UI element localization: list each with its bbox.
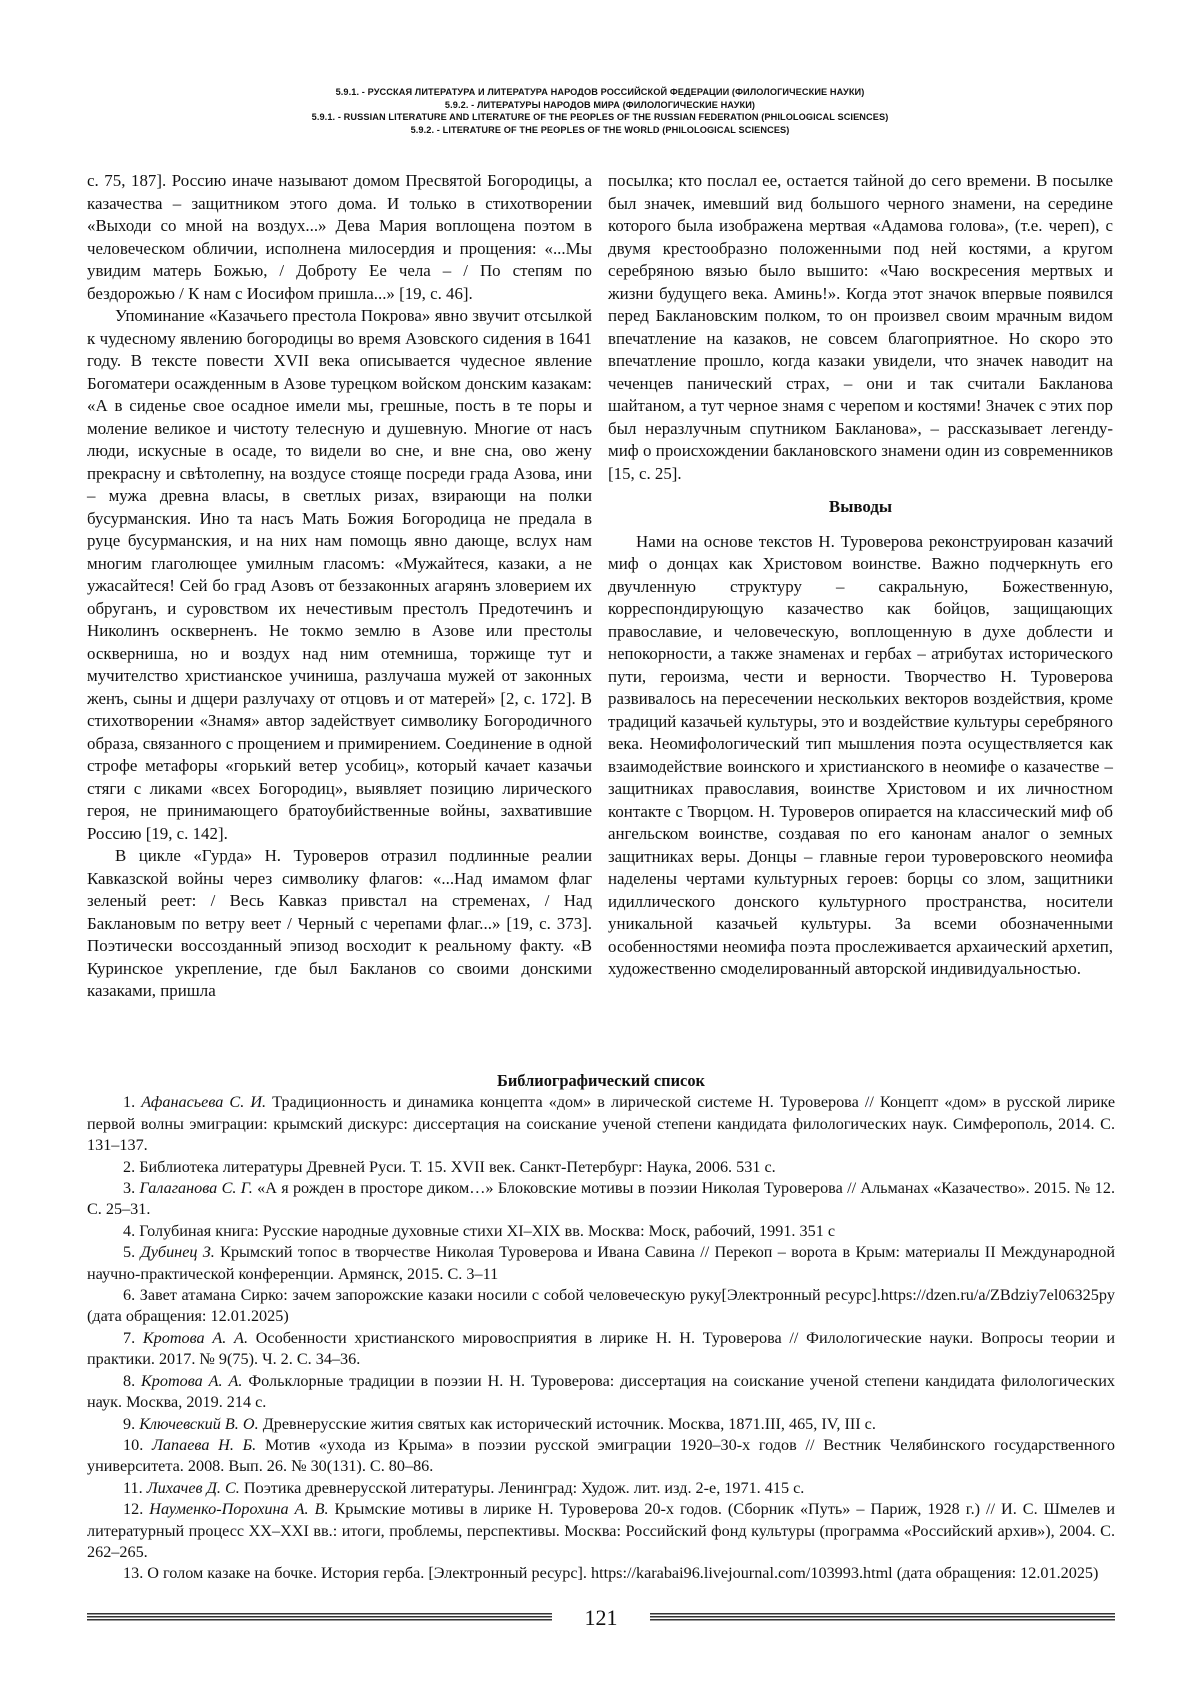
body-paragraph: Упоминание «Казачьего престола Покрова» явно звучит отсылкой к чудесному явлению богородицы во время Азовского сидения в 1641 году. В тексте повести XVII века описывается чудесное явление Богоматери осажденным в Азове турецком войском донским казакам: «А в сиденье свое осадное имели мы, грешные, пость в те поры и моление великое и чистоту телесную и душевную. Многие от насъ люди, искусные в осаде, то видели во сне, и вне сна, ово жену прекрасну и свѣтолепну, на воздусе стояще посреди града Азова, ини – мужа древна власы, в светлых ризах, взирающи на полки бусурманския. Ино та насъ Мать Божия Богородица не предала в руце бусурманския, и на них нам помощь явно дающе, вслух нам многим глаголющее умилным гласомъ: «Мужайтеся, казаки, а не ужасайтеся! Сей бо град Азовъ от беззаконных агарянъ зловерием их обруганъ, и суровством их нечестивым престолъ Предотечинъ и Николинъ оскверненъ. Не токмо землю в Азове или престолы оскверниша, но и воздух над ним отемниша, торжище тут и мучителство христианское учиниша, разлучаша мужей от законных женъ, сыны и дщери разлучаху от отцовъ и от матерей» [2, с. 172]. В стихотворении «Знамя» автор задействует символику Богородичного образа, связанного с прощением и примирением. Соединение в одной строфе метафоры «горький ветер усобиц», который качает казачьи стяги с ликами «всех Богородиц», выявляет позицию лирического героя, не принимающего братоубийственные войны, захватившие Россию [19, с. 142]. — [87, 306, 592, 843]
entry-text: Крымский топос в творчестве Николая Туроверова и Ивана Савина // Перекоп – ворота в Крым: материалы II Международной научно-практической конференции. Армянск, 2015. С. 3–11 — [87, 1243, 1115, 1283]
entry-author: Лапаева Н. Б. — [151, 1435, 257, 1454]
bibliography-list — [87, 1092, 1115, 1584]
entry-text: Крымские мотивы в лирике Н. Туроверова 20-х годов. (Сборник «Путь» – Париж, 1928 г.) // И. С. Шмелев и литературный процесс XX–XXI вв.: итоги, проблемы, перспективы. Москва: Российский фонд культуры (программа «Российский архив»), 2004. С. 262–265. — [87, 1500, 1115, 1561]
bibliography-entry — [87, 1499, 1115, 1563]
entry-author: Дубинец З. — [140, 1243, 215, 1262]
header-line: 5.9.2. - LITERATURE OF THE PEOPLES OF THE WORLD (PHILOLOGICAL SCIENCES) — [410, 124, 790, 135]
header-line: 5.9.1. - RUSSIAN LITERATURE AND LITERATURE OF THE PEOPLES OF THE RUSSIAN FEDERATION (PHILOLOGICAL SCIENCES) — [311, 112, 889, 123]
entry-text: Фольклорные традиции в поэзии Н. Н. Туроверова: диссертация на соискание ученой степени кандидата филологических наук. Москва, 2019. 214 с. — [87, 1371, 1116, 1412]
entry-text: Древнерусские жития святых как исторический источник. Москва, 1871.III, 465, IV, III с. — [258, 1414, 876, 1433]
entry-number: 2. — [123, 1157, 136, 1176]
bibliography-entry — [87, 1328, 1115, 1371]
entry-number: 3. — [123, 1179, 136, 1198]
page-footer — [87, 1607, 1115, 1635]
bibliography-entry — [87, 1285, 1115, 1328]
bibliography-entry — [87, 1092, 1115, 1156]
body-paragraph: В цикле «Гурда» Н. Туроверов отразил подлинные реалии Кавказской войны через символику флагов: «...Над имамом флаг зеленый реет: / Весь Кавказ привстал на стременах, / Над Баклановым по ветру веет / Черный с черепами флаг...» [19, с. 373]. Поэтически воссозданный эпизод восходит к реальному факту. «В Куринское укрепление, где был Бакланов со своими донскими казаками, пришла — [87, 846, 592, 1000]
bibliography-entry — [87, 1414, 1115, 1435]
bibliography-entry — [87, 1478, 1115, 1499]
entry-author: Галаганова С. Г. — [139, 1179, 253, 1198]
bibliography-entry — [87, 1563, 1115, 1584]
bibliography-entry — [87, 1178, 1115, 1221]
running-header — [0, 86, 1200, 136]
entry-author: Ключевский В. О. — [139, 1414, 259, 1433]
entry-number: 11. — [123, 1478, 143, 1497]
conclusion-paragraph: Нами на основе текстов Н. Туроверова реконструирован казачий миф о донцах как Христовом воинстве. Важно подчеркнуть его двучленную структуру – сакральную, Божественную, корреспондирующую казачество как бойцов, защищающих православие, и человеческую, воплощенную в духе доблести и непокорности, а также знаменах и гербах – атрибутах исторического пути, героизма, чести и верности. Творчество Н. Туроверова развивалось на пересечении нескольких векторов воздействия, кроме традиций казачьей культуры, это и воздействие культуры серебряного века. Неомифологический тип мышления поэта осуществляется как взаимодействие воинского и христианского в неомифе о казачестве – защитниках православия, воинстве Христовом и их личностном контакте с Творцом. Н. Туроверов опирается на классический миф об ангельском воинстве, создавая по его канонам аналог о земных защитниках веры. Донцы – главные герои туроверовского неомифа наделены чертами культурных героев: борцы со злом, защитники идиллического донского культурного пространства, носители уникальной казачьей культуры. За всеми обозначенными особенностями неомифа поэта прослеживается архаический архетип, художественно смоделированный авторской индивидуальностью. — [608, 531, 1113, 978]
entry-number: 5. — [123, 1243, 136, 1262]
header-line: 5.9.2. - ЛИТЕРАТУРЫ НАРОДОВ МИРА (ФИЛОЛОГИЧЕСКИЕ НАУКИ) — [444, 99, 756, 110]
page-number: 121 — [584, 1605, 618, 1630]
bibliography — [87, 1070, 1115, 1585]
right-column — [608, 170, 1113, 981]
conclusion-heading: Выводы — [828, 497, 893, 516]
entry-text: Голубиная книга: Русские народные духовные стихи XI–XIX вв. Москва: Моск, рабочий, 1991. 351 с — [139, 1221, 836, 1240]
entry-author: Науменко-Порохина А. В. — [149, 1500, 329, 1519]
body-paragraph: посылка; кто послал ее, остается тайной до сего времени. В посылке был значек, имевший вид большого черного знамени, на середине которого была изображена мертвая «Адамова голова», (т.е. череп), с двумя крестообразно положенными под ней костями, а кругом серебряною вязью было вышито: «Чаю воскресения мертвых и жизни будущего века. Аминь!». Когда этот значок впервые появился перед Баклановским полком, то он произвел своим мрачным видом впечатление на казаков, не совсем благоприятное. Но скоро это впечатление прошло, когда казаки увидели, что значек наводит на чеченцев панический страх, – они и так считали Бакланова шайтаном, а тут черное знамя с черепом и костями! Значек с этих пор был неразлучным спутником Бакланова», – рассказывает легенду-миф о происхождении баклановского знамени один из современников [15, с. 25]. — [608, 171, 1113, 483]
entry-number: 4. — [123, 1221, 136, 1240]
entry-text: Мотив «ухода из Крыма» в поэзии русской эмиграции 1920–30-х годов // Вестник Челябинского государственного университета. 2008. Вып. 26. № 30(131). С. 80–86. — [87, 1435, 1115, 1476]
bibliography-heading: Библиографический список — [497, 1071, 705, 1090]
entry-author: Кротова А. А. — [141, 1371, 243, 1390]
left-column — [87, 170, 592, 1003]
body-paragraph: с. 75, 187]. Россию иначе называют домом Пресвятой Богородицы, а казачества – защитником этого дома. И только в стихотворении «Выходи со мной на воздух...» Дева Мария воплощена поэтом в человеческом обличии, исполнена милосердия и прощения: «...Мы увидим матерь Божью, / Доброту Ее чела – / По степям по бездорожью / К нам с Иосифом пришла...» [19, с. 46]. — [87, 171, 592, 303]
entry-text: Традиционность и динамика концепта «дом» в лирической системе Н. Туроверова // Концепт «дом» в русской лирике первой волны эмиграции: крымский дискурс: диссертация на соискание ученой степени кандидата филологических наук. Симферополь, 2014. С. 131–137. — [87, 1093, 1116, 1155]
entry-number: 13. — [123, 1564, 144, 1583]
entry-number: 9. — [123, 1414, 136, 1433]
entry-number: 12. — [123, 1500, 144, 1519]
entry-number: 6. — [123, 1286, 136, 1305]
header-line: 5.9.1. - РУССКАЯ ЛИТЕРАТУРА И ЛИТЕРАТУРА НАРОДОВ РОССИЙСКОЙ ФЕДЕРАЦИИ (ФИЛОЛОГИЧЕСКИЕ НАУКИ) — [335, 87, 865, 97]
bibliography-entry — [87, 1371, 1115, 1414]
entry-author: Кротова А. А. — [142, 1328, 248, 1347]
bibliography-entry — [87, 1221, 1115, 1242]
entry-text: Поэтика древнерусской литературы. Ленинград: Худож. лит. изд. 2-е, 1971. 415 с. — [239, 1478, 805, 1497]
entry-author: Афанасьева С. И. — [141, 1093, 267, 1112]
entry-number: 8. — [123, 1371, 136, 1390]
entry-text: Библиотека литературы Древней Руси. Т. 15. XVII век. Санкт-Петербург: Наука, 2006. 531 с. — [139, 1157, 776, 1176]
bibliography-entry — [87, 1435, 1115, 1478]
entry-number: 10. — [123, 1435, 144, 1454]
entry-text: Завет атамана Сирко: зачем запорожские казаки носили с собой человеческую руку[Электронный ресурс].https://dzen.ru/a/ZBdziy7el06325py (дата обращения: 12.01.2025) — [87, 1286, 1116, 1326]
entry-text: Особенности христианского мировосприятия в лирике Н. Н. Туроверова // Филологические науки. Вопросы теории и практики. 2017. № 9(75). Ч. 2. С. 34–36. — [87, 1328, 1116, 1369]
bibliography-entry — [87, 1242, 1115, 1285]
entry-text: «А я рожден в просторе диком…» Блоковские мотивы в поэзии Николая Туроверова // Альманах «Казачество». 2015. № 12. С. 25–31. — [87, 1179, 1115, 1219]
entry-number: 1. — [123, 1093, 136, 1112]
entry-text: О голом казаке на бочке. История герба. [Электронный ресурс]. https://karabai96.livejournal.com/103993.html (дата обращения: 12.01.2025) — [147, 1564, 1099, 1583]
entry-number: 7. — [123, 1328, 136, 1347]
bibliography-entry — [87, 1157, 1115, 1178]
entry-author: Лихачев Д. С. — [146, 1478, 240, 1497]
